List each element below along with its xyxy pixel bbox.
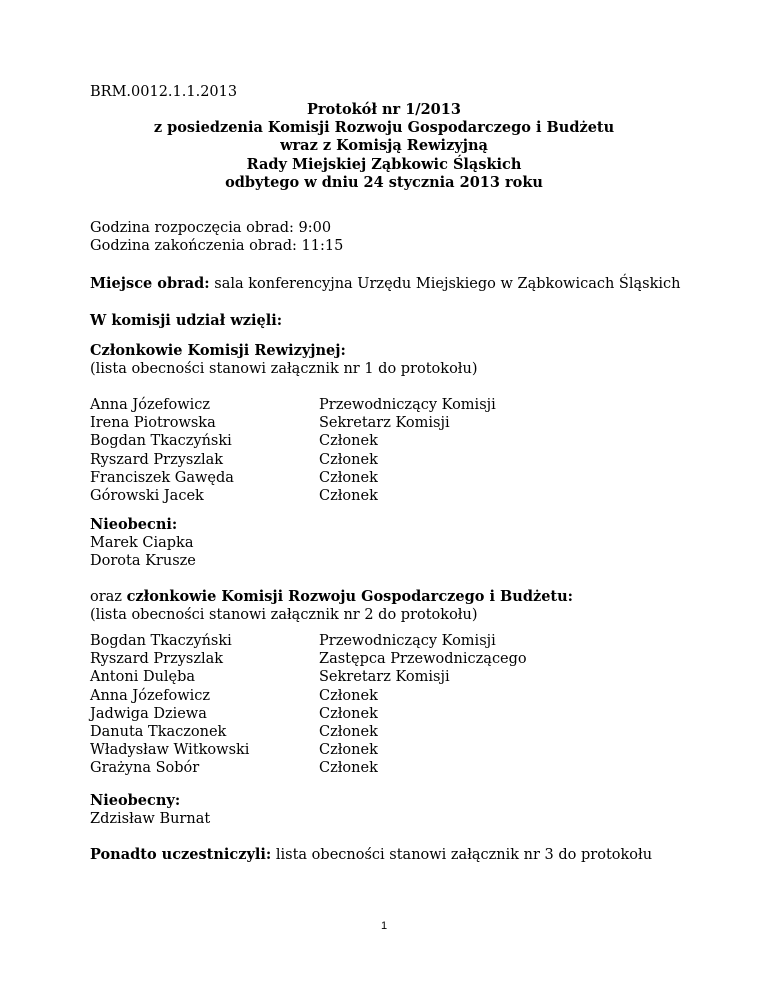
member-row (90, 687, 527, 705)
member-name: Władysław Witkowski (90, 742, 250, 759)
member-role: Członek (319, 705, 378, 722)
audit-committee-header (90, 342, 478, 378)
document-title (0, 101, 768, 192)
member-row (90, 650, 527, 668)
member-row (90, 396, 496, 414)
others-label: Ponadto uczestniczyli: (90, 846, 272, 863)
member-name: Bogdan Tkaczyński (90, 633, 232, 649)
budget-committee-header (90, 588, 573, 624)
member-name: Jadwiga Dziewa (90, 705, 207, 722)
member-name: Irena Piotrowska (90, 415, 216, 432)
member-role: Członek (319, 687, 378, 704)
member-role: Członek (319, 487, 378, 504)
member-row (90, 723, 527, 741)
member-row (90, 414, 496, 432)
member-name: Anna Józefowicz (90, 397, 211, 413)
member-row (90, 705, 527, 723)
budget-member-list (90, 632, 527, 778)
title-line: odbytego w dniu 24 stycznia 2013 roku (225, 173, 543, 191)
audit-member-list (90, 396, 496, 505)
budget-note: (lista obecności stanowi załącznik nr 2 do protokołu) (90, 607, 478, 624)
title-line: Rady Miejskiej Ząbkowic Śląskich (246, 155, 522, 173)
venue-text: sala konferencyjna Urzędu Miejskiego w Ząbkowicach Śląskich (209, 276, 681, 292)
member-row (90, 741, 527, 759)
budget-intro: oraz członkowie Komisji Rozwoju Gospodarczego i Budżetu: (90, 588, 574, 605)
member-role: Członek (319, 723, 378, 740)
others-text: lista obecności stanowi załącznik nr 3 do protokołu (271, 847, 653, 863)
member-role: Członek (319, 433, 378, 450)
budget-absent-block (90, 792, 210, 828)
member-row (90, 632, 527, 650)
title-line: z posiedzenia Komisji Rozwoju Gospodarczego i Budżetu (153, 119, 615, 137)
absent-name: Zdzisław Burnat (90, 811, 211, 828)
member-row (90, 487, 496, 505)
absent-heading: Nieobecny: (90, 792, 181, 809)
member-role: Członek (319, 469, 378, 486)
member-name: Ryszard Przyszlak (90, 651, 224, 668)
member-role: Członek (319, 760, 378, 777)
member-name: Bogdan Tkaczyński (90, 433, 232, 450)
member-row (90, 759, 527, 777)
absent-heading: Nieobecni: (90, 516, 178, 533)
venue-line (90, 275, 680, 293)
absent-name: Dorota Krusze (90, 553, 196, 570)
title-line: Protokół nr 1/2013 (307, 101, 461, 118)
audit-heading: Członkowie Komisji Rewizyjnej: (90, 342, 346, 359)
member-role: Sekretarz Komisji (319, 669, 450, 686)
member-row (90, 432, 496, 450)
member-row (90, 451, 496, 469)
audit-absent-block (90, 516, 196, 571)
member-role: Przewodniczący Komisji (319, 397, 496, 413)
participants-heading: W komisji udział wzięli: (90, 312, 283, 329)
member-name: Anna Józefowicz (90, 687, 211, 704)
member-name: Danuta Tkaczonek (90, 723, 227, 740)
member-role: Zastępca Przewodniczącego (319, 651, 527, 668)
member-role: Sekretarz Komisji (319, 415, 450, 432)
member-name: Franciszek Gawęda (90, 469, 234, 486)
absent-name: Marek Ciapka (90, 535, 194, 552)
end-time: Godzina zakończenia obrad: 11:15 (90, 238, 344, 255)
member-row (90, 668, 527, 686)
member-name: Antoni Dulęba (90, 669, 196, 686)
audit-note: (lista obecności stanowi załącznik nr 1 do protokołu) (90, 361, 478, 378)
member-row (90, 469, 496, 487)
member-name: Ryszard Przyszlak (90, 451, 224, 468)
member-role: Członek (319, 742, 378, 759)
other-participants-line (90, 846, 652, 864)
title-line: wraz z Komisją Rewizyjną (280, 137, 488, 155)
page-number: 1 (380, 920, 388, 932)
member-name: Grażyna Sobór (90, 760, 200, 777)
start-time: Godzina rozpoczęcia obrad: 9:00 (90, 220, 332, 236)
document-reference: BRM.0012.1.1.2013 (90, 84, 238, 100)
venue-label: Miejsce obrad: (90, 275, 210, 292)
member-name: Górowski Jacek (90, 487, 204, 504)
member-role: Przewodniczący Komisji (319, 633, 496, 649)
member-role: Członek (319, 451, 378, 468)
meeting-times (90, 219, 343, 255)
